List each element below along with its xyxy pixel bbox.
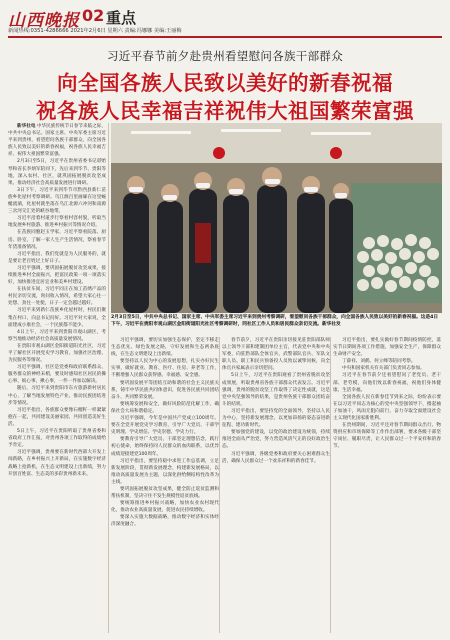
paragraph: 5日上午，习近平在贵阳观看了贵州省脱贫攻坚成果展，听取贵州省各族干部群众代表发言。习近平强调，贵州的脱贫攻坚工作取得了决定性成就，这是党中央坚强领导的结果，是贵州各族干部群众团结奋斗的结果。: [222, 373, 330, 407]
paragraph: 要坚持以人民为中心的发展思想，扎实办好民生实事，做好就业、教育、医疗、住房、养老等工作，不断增强人民群众获得感、幸福感、安全感。: [111, 359, 219, 379]
article-subhead: 习近平春节前夕赴贵州看望慰问各族干部群众: [107, 49, 343, 63]
paragraph: 习近平强调，社区是党委和政府联系群众、服务群众的神经末梢，要及时感知社区居民的操心事、烦心事、揪心事，一件一件加以解决。: [8, 365, 106, 385]
column-divider: [219, 337, 220, 633]
paragraph: 要统筹推进乡村振兴战略，加快农业农村现代化，推动农业高质量发展，促进农民持续增收。: [111, 501, 219, 514]
paragraph: 习近平指出，各族群众要像石榴籽一样紧紧抱在一起，共同建设美丽家园、共同创造美好生活。: [8, 407, 106, 427]
paragraph: 春节前夕，习近平在贵阳亲切接见驻贵阳部队师以上领导干部和建制团单位主官，代表党中央和中央军委，向驻黔部队全体官兵、武警部队官兵、军队文职人员、职工和民兵预备役人员致以诚挚问候，向全体官兵家属表示亲切慰问。: [222, 338, 330, 372]
paragraph: 要教育引导广大党员、干部坚定理想信念，践行初心使命，始终保持同人民群众的血肉联系，以优异成绩迎接建党100周年。: [111, 437, 219, 457]
paragraph: 要深入实施大数据战略，推动数字经济和实体经济深度融合。: [111, 515, 219, 528]
paragraph: 5日上午，习近平在贵阳听取了贵州省委和省政府工作汇报，对贵州各项工作取得的成绩给予肯定。: [8, 429, 106, 449]
paragraph: 在贵阳市观山湖区金阳街道阳光社区，习近平了解社区开展党史学习教育、加强社区治理、为民服务等情况。: [8, 343, 106, 364]
dateline: 新华社电: [17, 124, 36, 129]
paragraph: 习近平指出，要坚持稳中求进工作总基调，立足新发展阶段，贯彻新发展理念，构建新发展格局，以推动高质量发展为主题，以深化供给侧结构性改革为主线。: [111, 458, 219, 485]
article-column-4: [333, 337, 441, 637]
paragraph: 习近平来到新仁苗族乡化屋村时，村民们聚集在村口，向总书记问好。习近平对大家说，全面建成小康社会，一个民族都不能少。: [8, 308, 106, 328]
paragraph: 习近平强调，各级党委和政府要关心困难群众生活，确保人民群众过一个欢乐祥和的新春佳节。: [222, 451, 330, 464]
paragraph: 要加强党的建设，以党的政治建设为统领，持续推进全面从严治党，努力营造风清气正的良好政治生态。: [222, 430, 330, 450]
masthead-rule: [8, 36, 442, 38]
paragraph: 全国各族人民在新春佳节到来之际，纷纷表示要在以习近平同志为核心的党中央坚强领导下，撸起袖子加油干，风雨无阻向前行，奋力夺取全面建设社会主义现代化国家新胜利。: [333, 394, 441, 422]
paragraph: 在苗族同胞赵玉学家，习近平察看院落、厨房、卧室，了解一家人生产生活情况，察看春节年货准备情况。: [8, 230, 106, 250]
article-column-2: [111, 337, 219, 637]
column-divider: [330, 337, 331, 633]
news-photo-illustration: [111, 123, 442, 313]
headline-line-2: 祝各族人民幸福吉祥祝伟大祖国繁荣富强: [36, 99, 414, 123]
paragraph: 要巩固拓展脱贫攻坚成果，健全防止返贫监测和帮扶机制，坚决守住不发生规模性返贫底线。: [111, 486, 219, 500]
paragraph: 习近平强调，要切实加强生态保护，坚定不移走生态优先、绿色发展之路，守好发展和生态两条底线，在生态文明建设上出新绩。: [111, 338, 219, 358]
masthead-meta: 新闻热线:0351-4286666 2021年2月6日 星期六 责编:冯娜娜 美编:王丽梅: [8, 28, 182, 34]
section-title: 重点: [106, 9, 137, 27]
paragraph: 习近平指出，要坚持党的全面领导，坚持以人民为中心，坚持新发展理念，以更加昂扬的姿态奋进新征程、建功新时代。: [222, 408, 330, 429]
paragraph: 在扶贫车间，习近平同正在加工苗绣产品的村民亲切交流，询问收入情况，希望大家心往一处想、劲往一处使，日子一定会越过越好。: [8, 287, 106, 307]
masthead: [8, 6, 442, 34]
paragraph: 要统筹发展和安全，做好风险防范化解工作，确保社会大局和谐稳定。: [111, 401, 219, 414]
paragraph: 习近平沿着村道步行察看村容村貌，听取当地发展乡村旅游、推进乡村振兴等情况介绍。: [8, 216, 106, 229]
paragraph: 习近平强调，今年是中国共产党成立100周年。要在全党开展党史学习教育，引导广大党员、干部学史明理、学史增信、学史崇德、学史力行。: [111, 416, 219, 436]
paper-name: 山西晚报: [8, 11, 80, 31]
paragraph: 中华民族传统节日春节来临之际，中共中央总书记、国家主席、中央军委主席习近平来到贵州，看望慰问各族干部群众，向全国各族人民致以美好的新春祝福，祝各族人民幸福吉祥，祝伟大祖国繁荣富强。: [8, 124, 106, 158]
news-photo: [111, 123, 442, 313]
paragraph: 3日下午，习近平来到毕节市黔西县新仁苗族乡化屋村考察调研。乌江源百里画廊在这里蜿蜒流淌，化屋村就坐落在乌江北源六冲河和南源三岔河交汇处的峡谷地带。: [8, 187, 106, 215]
column-1-first-paragraph: [8, 123, 106, 158]
paragraph: 丁薛祥、刘鹤、何立峰等陪同考察。: [342, 359, 416, 365]
paragraph: 中央和国家机关有关部门负责同志参加。: [342, 366, 425, 372]
article-column-1: [8, 123, 106, 633]
paragraph: 习近平指出，要扎实做好春节期间疫情防控，落实节日期间各项工作措施，加强安全生产，保障群众生命财产安全。: [333, 338, 441, 358]
paragraph: 4日上午，习近平来到贵阳市观山湖区，考察当地推动经济社会高质量发展情况。: [8, 329, 106, 342]
page-number: 02: [82, 6, 105, 25]
headline-line-1: 向全国各族人民致以美好的新春祝福: [57, 71, 393, 95]
paragraph: 习近平指出，我们党就是为人民服务的，就是要让老百姓过上好日子。: [8, 251, 106, 264]
paragraph: 习近平在春节前夕还看望慰问了老党员、老干部、老劳模，向他们致以新春祝福，祝他们身体健康、生活幸福。: [333, 373, 441, 393]
paragraph: 随后，习近平来到贵阳市东方旅游新村居民中心，了解当地发展特色产业、推动民族团结进步等情况。: [8, 386, 106, 406]
paragraph: 习近平强调，贵州要在新时代西部大开发上闯新路，在乡村振兴上开新局，在实施数字经济战略上抢新机，在生态文明建设上出新绩，努力开创百姓富、生态美的多彩贵州新未来。: [8, 450, 106, 477]
paragraph: 要巩固发展平等团结互助和谐的社会主义民族关系，铸牢中华民族共同体意识，促进各民族共同团结奋斗、共同繁荣发展。: [111, 380, 219, 400]
column-divider: [108, 123, 109, 633]
paragraph: 2月3日至5日，习近平在贵州省委书记谌贻琴和省长李炳军陪同下，先后来到毕节、贵阳等地，深入农村、社区，就巩固拓展脱贫攻坚成果、推动经济社会高质量发展进行调研。: [8, 159, 106, 186]
photo-caption: 2月3日至5日，中共中央总书记、国家主席、中央军委主席习近平来到贵州考察调研，看望慰问各族干部群众，向全国各族人民致以美好的新春祝福。这是4日下午，习近平在贵阳市观山湖区金阳街道阳光社区考察调研时，同社区工作人员和居民群众亲切交流。新华社发: [111, 315, 439, 327]
paragraph: 习近平强调，要巩固拓展脱贫攻坚成果，接续推进乡村全面振兴，把富民政策一项一项落实好，加快推进宜居宜业和美乡村建设。: [8, 265, 106, 286]
article-column-3: [222, 337, 330, 637]
paragraph: 在贵州期间，习近平还对春节期间群众出行、物资供应和市场保障等工作作出部署，要求各级干部坚守岗位、履职尽责，让人民群众过一个平安祥和的春节。: [333, 423, 441, 450]
